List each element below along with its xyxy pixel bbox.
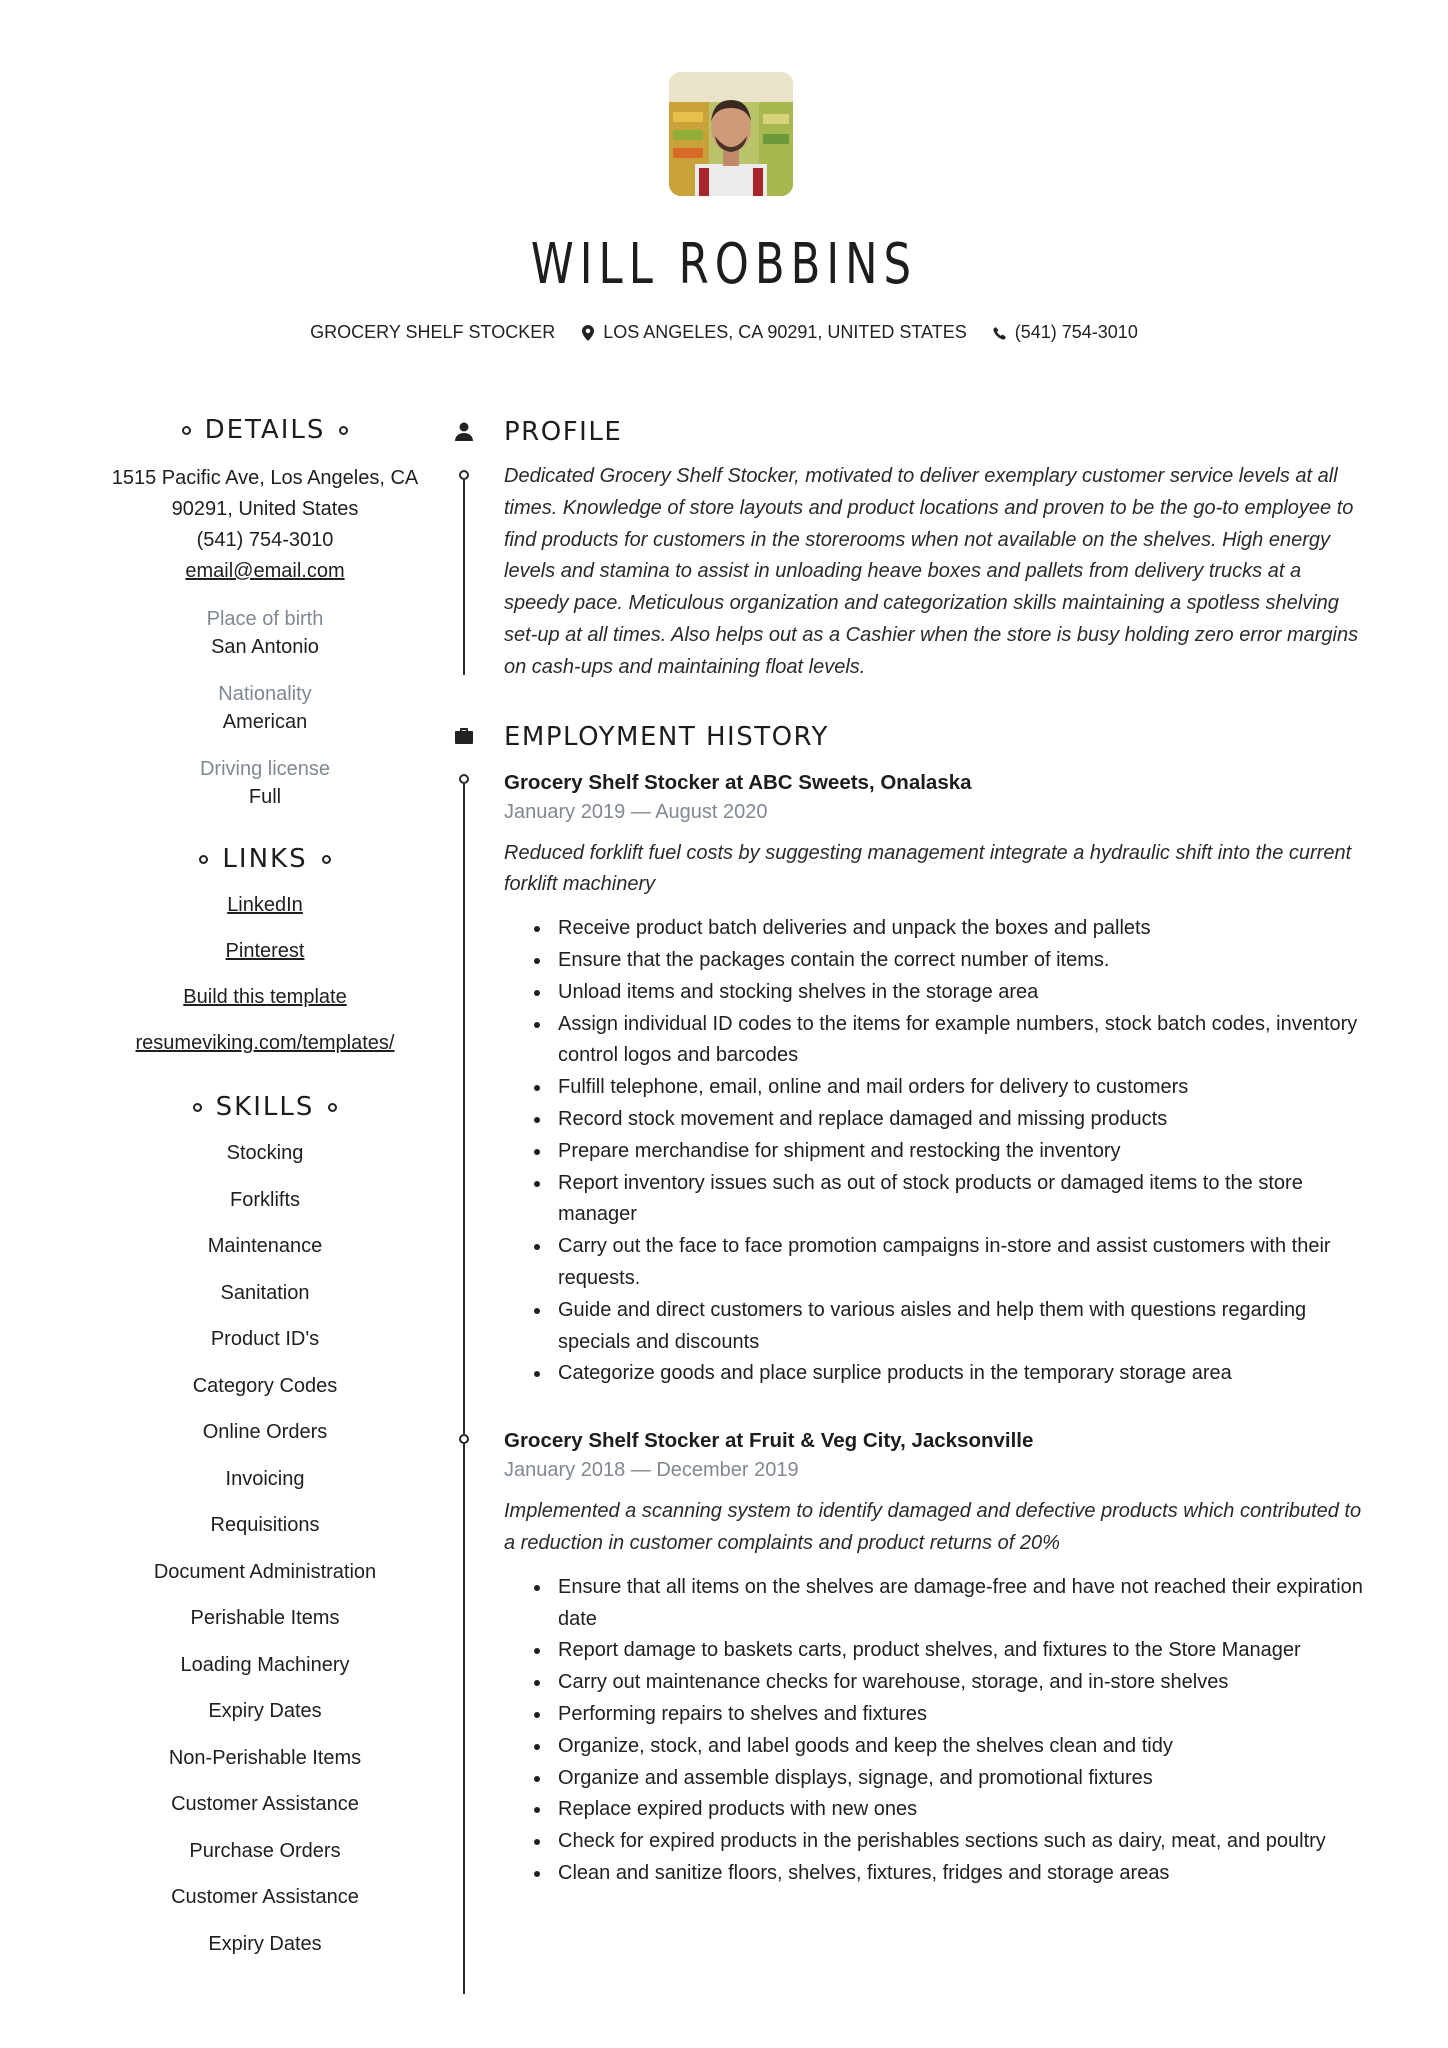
header-job-title bbox=[310, 322, 555, 343]
bullet-item: Ensure that all items on the shelves are damage-free and have not reached their expiration date bbox=[558, 1572, 1364, 1636]
right-column bbox=[504, 415, 1364, 1890]
employment-heading: EMPLOYMENT HISTORY bbox=[504, 721, 829, 752]
bullet-item: Record stock movement and replace damaged and missing products bbox=[558, 1104, 1364, 1136]
job-summary: Reduced forklift fuel costs by suggesting management integrate a hydraulic shift into the current forklift machinery bbox=[504, 841, 1352, 896]
driving-license-label: Driving license bbox=[199, 758, 331, 780]
nationality-label: Nationality bbox=[218, 683, 312, 705]
details-email-link[interactable]: email@email.com bbox=[185, 560, 345, 582]
job-bullets bbox=[504, 913, 1364, 1390]
bullet-item: Clean and sanitize floors, shelves, fixtures, fridges and storage areas bbox=[558, 1858, 1364, 1890]
details-heading bbox=[100, 415, 430, 445]
bullet-item: Ensure that the packages contain the correct number of items. bbox=[558, 945, 1364, 977]
heading-dot-icon bbox=[328, 1103, 337, 1112]
details-heading-text: DETAILS bbox=[204, 415, 326, 445]
skill-item: Expiry Dates bbox=[208, 1700, 322, 1722]
heading-dot-icon bbox=[339, 426, 348, 435]
job-summary: Implemented a scanning system to identify damaged and defective products which contributed to a reduction in customer complaints and product returns of 20% bbox=[504, 1500, 1362, 1554]
phone-icon bbox=[993, 325, 1007, 341]
link-linkedin[interactable]: LinkedIn bbox=[227, 894, 303, 916]
skill-item: Product ID's bbox=[210, 1328, 320, 1350]
bullet-item: Replace expired products with new ones bbox=[558, 1794, 1364, 1826]
header-phone-text: (541) 754-3010 bbox=[1014, 322, 1138, 342]
skill-item: Sanitation bbox=[220, 1281, 310, 1304]
bullet-item: Unload items and stocking shelves in the storage area bbox=[558, 977, 1364, 1009]
heading-dot-icon bbox=[182, 426, 191, 435]
heading-dot-icon bbox=[199, 855, 208, 864]
bullet-item: Report inventory issues such as out of stock products or damaged items to the store manager bbox=[558, 1168, 1364, 1232]
skill-item: Online Orders bbox=[202, 1421, 328, 1443]
link-pinterest[interactable]: Pinterest bbox=[225, 940, 305, 962]
address-line-2: 90291, United States bbox=[171, 498, 359, 520]
header-location-text: LOS ANGELES, CA 90291, UNITED STATES bbox=[603, 322, 967, 342]
timeline-line-job-2 bbox=[463, 1444, 465, 1994]
place-of-birth-label: Place of birth bbox=[206, 608, 324, 630]
skill-item: Document Administration bbox=[153, 1560, 377, 1583]
bullet-item: Fulfill telephone, email, online and mail orders for delivery to customers bbox=[558, 1072, 1364, 1104]
skills-section bbox=[100, 1092, 430, 1967]
details-phone: (541) 754-3010 bbox=[196, 529, 334, 551]
profile-summary: Dedicated Grocery Shelf Stocker, motivated to deliver exemplary customer service levels at all times. Knowledge of store layouts and product locations and proven to be the go-to employee to find products for customers in the storerooms when not available on the shelves. High energy levels and stamina to assist in unloading heave boxes and pallets from delivery trucks at a speedy pace. Meticulous organization and categorization skills maintaining a spotless shelving set-up at all times. Also helps out as a Cashier when the store is busy holding zero error margins on cash-ups and maintaining float levels. bbox=[504, 465, 1359, 678]
bullet-item: Categorize goods and place surplice products in the temporary storage area bbox=[558, 1358, 1364, 1390]
person-icon bbox=[452, 420, 476, 444]
header-phone bbox=[993, 322, 1138, 343]
skill-item: Customer Assistance bbox=[171, 1886, 359, 1908]
job-title: Grocery Shelf Stocker at ABC Sweets, Onalaska bbox=[504, 770, 972, 794]
bullet-item: Receive product batch deliveries and unpack the boxes and pallets bbox=[558, 913, 1364, 945]
bullet-item: Carry out maintenance checks for warehouse, storage, and in-store shelves bbox=[558, 1667, 1364, 1699]
links-heading-text: LINKS bbox=[222, 844, 308, 874]
bullet-item: Carry out the face to face promotion campaigns in-store and assist customers with their requests. bbox=[558, 1231, 1364, 1295]
left-column bbox=[100, 415, 430, 1967]
driving-license-value: Full bbox=[248, 786, 282, 808]
timeline-node bbox=[459, 1434, 469, 1444]
job-dates: January 2018 — December 2019 bbox=[504, 1459, 799, 1482]
job-dates: January 2019 — August 2020 bbox=[504, 800, 768, 823]
links-section bbox=[100, 844, 430, 1066]
bullet-item: Performing repairs to shelves and fixtures bbox=[558, 1699, 1364, 1731]
bullet-item: Organize and assemble displays, signage, and promotional fixtures bbox=[558, 1763, 1364, 1795]
skill-item: Non-Perishable Items bbox=[168, 1746, 362, 1769]
profile-photo bbox=[669, 72, 793, 196]
skill-item: Invoicing bbox=[225, 1467, 305, 1490]
bullet-item: Prepare merchandise for shipment and restocking the inventory bbox=[558, 1136, 1364, 1168]
skill-item: Perishable Items bbox=[190, 1607, 340, 1629]
skill-item: Expiry Dates bbox=[208, 1932, 322, 1955]
job-bullets bbox=[504, 1572, 1364, 1890]
job-title: Grocery Shelf Stocker at Fruit & Veg City, Jacksonville bbox=[504, 1429, 1034, 1453]
header-job-title-text: GROCERY SHELF STOCKER bbox=[310, 322, 556, 342]
bullet-item: Organize, stock, and label goods and keep the shelves clean and tidy bbox=[558, 1731, 1364, 1763]
place-of-birth-value: San Antonio bbox=[211, 636, 319, 658]
skills-heading-text: SKILLS bbox=[215, 1092, 315, 1122]
timeline-line-job-1 bbox=[463, 784, 465, 1434]
link-build-template[interactable]: Build this template bbox=[183, 986, 347, 1008]
details-address bbox=[100, 463, 430, 556]
skill-item: Loading Machinery bbox=[180, 1653, 350, 1676]
header-subline bbox=[0, 322, 1448, 343]
location-pin-icon bbox=[581, 325, 595, 341]
timeline-node bbox=[459, 470, 469, 480]
skill-item: Requisitions bbox=[210, 1514, 320, 1536]
profile-heading: PROFILE bbox=[504, 417, 623, 447]
nationality-value: American bbox=[222, 711, 308, 733]
candidate-name: WILL ROBBINS bbox=[530, 232, 918, 297]
bullet-item: Guide and direct customers to various aisles and help them with questions regarding specials and discounts bbox=[558, 1295, 1364, 1359]
briefcase-icon bbox=[452, 724, 476, 748]
skill-item: Stocking bbox=[226, 1142, 304, 1164]
links-heading bbox=[100, 844, 430, 874]
header-location bbox=[581, 322, 966, 343]
bullet-item: Check for expired products in the perishables sections such as dairy, meat, and poultry bbox=[558, 1826, 1364, 1858]
heading-dot-icon bbox=[322, 855, 331, 864]
job-entry bbox=[504, 768, 1364, 1391]
skill-item: Customer Assistance bbox=[171, 1793, 359, 1815]
heading-dot-icon bbox=[193, 1103, 202, 1112]
job-entry bbox=[504, 1426, 1364, 1890]
timeline-node bbox=[459, 774, 469, 784]
link-resumeviking[interactable]: resumeviking.com/templates/ bbox=[135, 1032, 395, 1054]
skill-item: Category Codes bbox=[192, 1374, 338, 1397]
bullet-item: Assign individual ID codes to the items for example numbers, stock batch codes, inventory control logos and barcodes bbox=[558, 1009, 1364, 1073]
skills-heading bbox=[100, 1092, 430, 1122]
skill-item: Maintenance bbox=[207, 1235, 323, 1257]
skill-item: Forklifts bbox=[230, 1188, 300, 1211]
skill-item: Purchase Orders bbox=[189, 1839, 341, 1862]
timeline-line-profile bbox=[463, 480, 465, 675]
bullet-item: Report damage to baskets carts, product shelves, and fixtures to the Store Manager bbox=[558, 1635, 1364, 1667]
address-line-1: 1515 Pacific Ave, Los Angeles, CA bbox=[111, 467, 419, 489]
